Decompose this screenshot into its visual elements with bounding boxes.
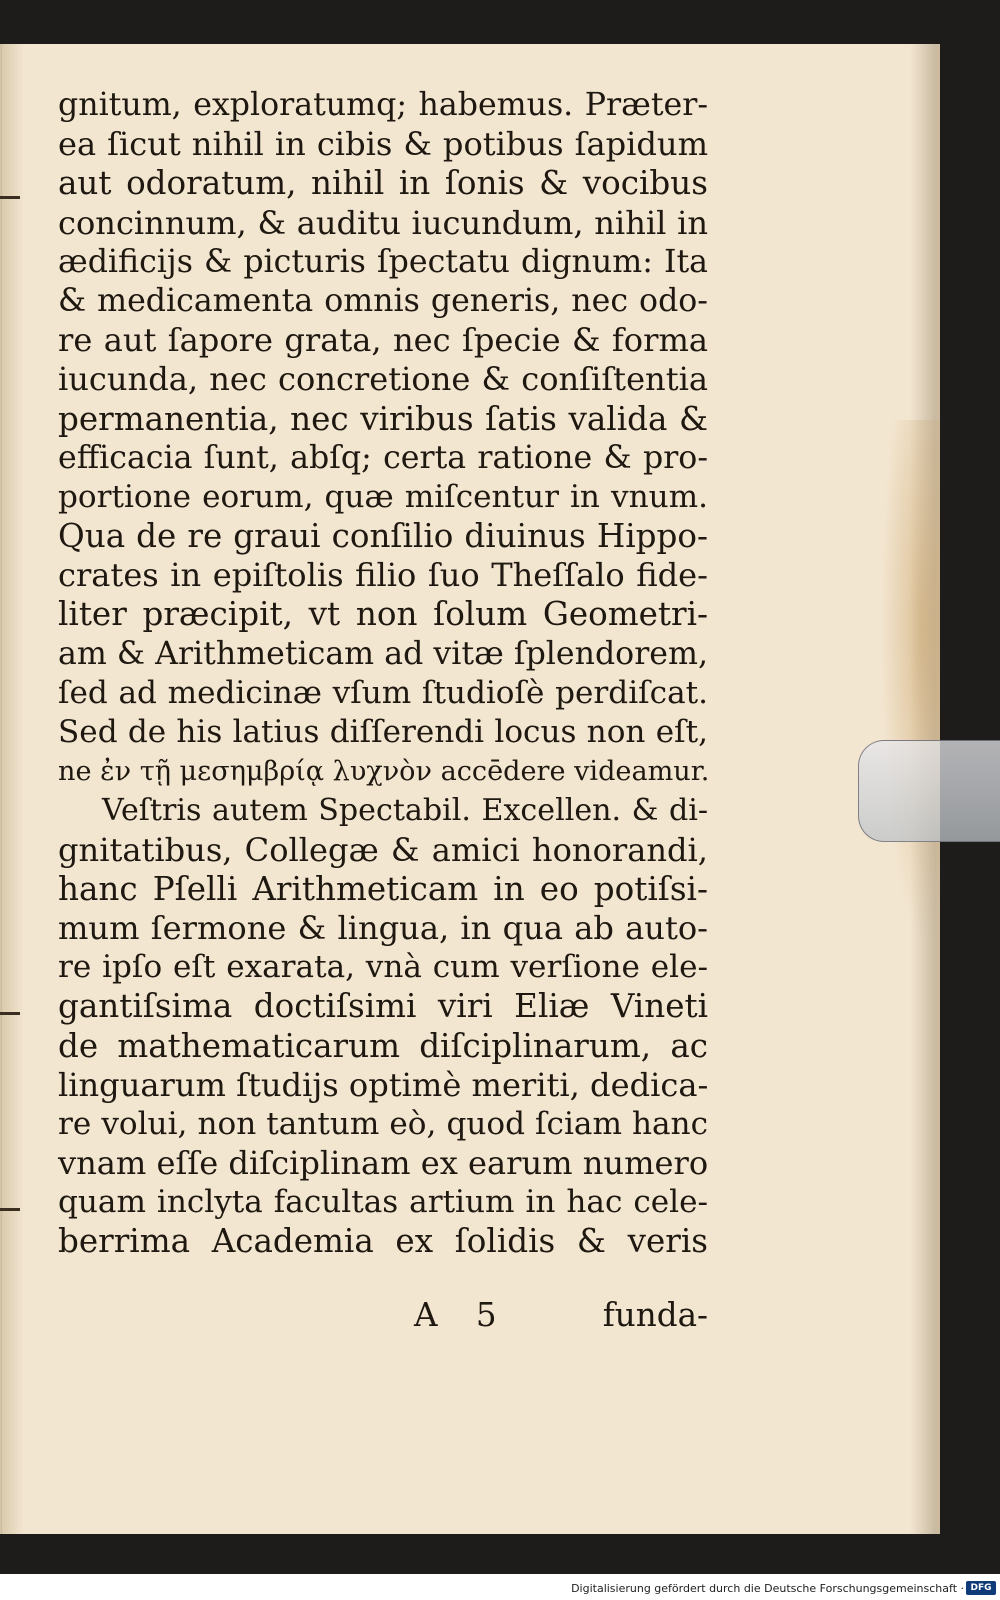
text-line: efficacia ſunt, abſq; certa ratione & pro- [58, 439, 708, 476]
text-line: ſed ad medicinæ vſum ſtudioſè perdiſcat. [58, 674, 708, 711]
text-line: vnam eſſe diſciplinam ex earum numero [58, 1144, 709, 1183]
catchword: funda- [602, 1296, 708, 1334]
text-line: de mathematicarum diſciplinarum, ac [58, 1026, 708, 1065]
text-line: gnitum, exploratumq; habemus. Præter- [58, 87, 708, 123]
page-binding-edge [0, 44, 24, 1534]
text-line: ne ἐν τῇ μεσημβρίᾳ λυχνὸν accēdere videamur. [58, 756, 710, 788]
digitization-footer [0, 1578, 1000, 1600]
text-line: gantiſsima doctiſsimi viri Eliæ Vineti [58, 987, 708, 1026]
text-line: Qua de re graui conſilio diuinus Hippo- [58, 517, 708, 556]
page-clip [858, 740, 1000, 842]
text-line: berrima Academia ex ſolidis & veris [58, 1222, 708, 1261]
text-line: liter præcipit, vt non ſolum Geometri- [58, 595, 708, 634]
binding-thread-mark [0, 196, 20, 199]
text-line: hanc Pſelli Arithmeticam in eo potiſsi- [58, 869, 708, 908]
text-line: quam inclyta facultas artium in hac cele- [58, 1184, 708, 1221]
text-line: permanentia, nec viribus ſatis valida & [58, 399, 708, 438]
text-line: & medicamenta omnis generis, nec odo- [58, 282, 708, 319]
text-line-paragraph-start: Veſtris autem Spectabil. Excellen. & di- [102, 793, 708, 829]
signature-mark: A 5 [414, 1296, 511, 1334]
binding-thread-mark [0, 1208, 20, 1211]
text-line: portione eorum, quæ miſcentur in vnum. [58, 478, 708, 515]
text-line: ædificijs & picturis ſpectatu dignum: Ita [58, 243, 708, 280]
text-line: Sed de his latius diſſerendi locus non eſt, [58, 714, 708, 750]
text-line: concinnum, & auditu iucundum, nihil in [58, 203, 708, 242]
text-line: aut odoratum, nihil in ſonis & vocibus [58, 164, 708, 203]
text-line: am & Arithmeticam ad vitæ ſplendorem, [58, 635, 708, 672]
text-line: mum ſermone & lingua, in qua ab auto- [58, 908, 708, 947]
text-line: re volui, non tantum eò, quod ſciam hanc [58, 1105, 708, 1142]
text-line: linguarum ſtudijs optimè meriti, dedica- [58, 1065, 709, 1104]
page-text-block [58, 86, 708, 1262]
text-line: ea ſicut nihil in cibis & potibus ſapidum [58, 125, 708, 164]
text-line: gnitatibus, Collegæ & amici honorandi, [58, 830, 708, 869]
water-stain [880, 420, 940, 940]
binding-thread-mark [0, 1012, 20, 1015]
text-line: re ipſo eſt exarata, vnà cum verſione ele- [58, 949, 708, 986]
text-line: iucunda, nec concretione & conſiſtentia [58, 360, 708, 399]
dfg-logo: DFG [966, 1581, 996, 1595]
page-signature-row [58, 1296, 708, 1336]
text-line: crates in epiſtolis filio ſuo Theſſalo fide- [58, 556, 708, 595]
text-line: re aut ſapore grata, nec ſpecie & forma [58, 321, 708, 360]
footer-credit-text: Digitalisierung gefördert durch die Deutsche Forschungsgemeinschaft · [571, 1582, 964, 1595]
